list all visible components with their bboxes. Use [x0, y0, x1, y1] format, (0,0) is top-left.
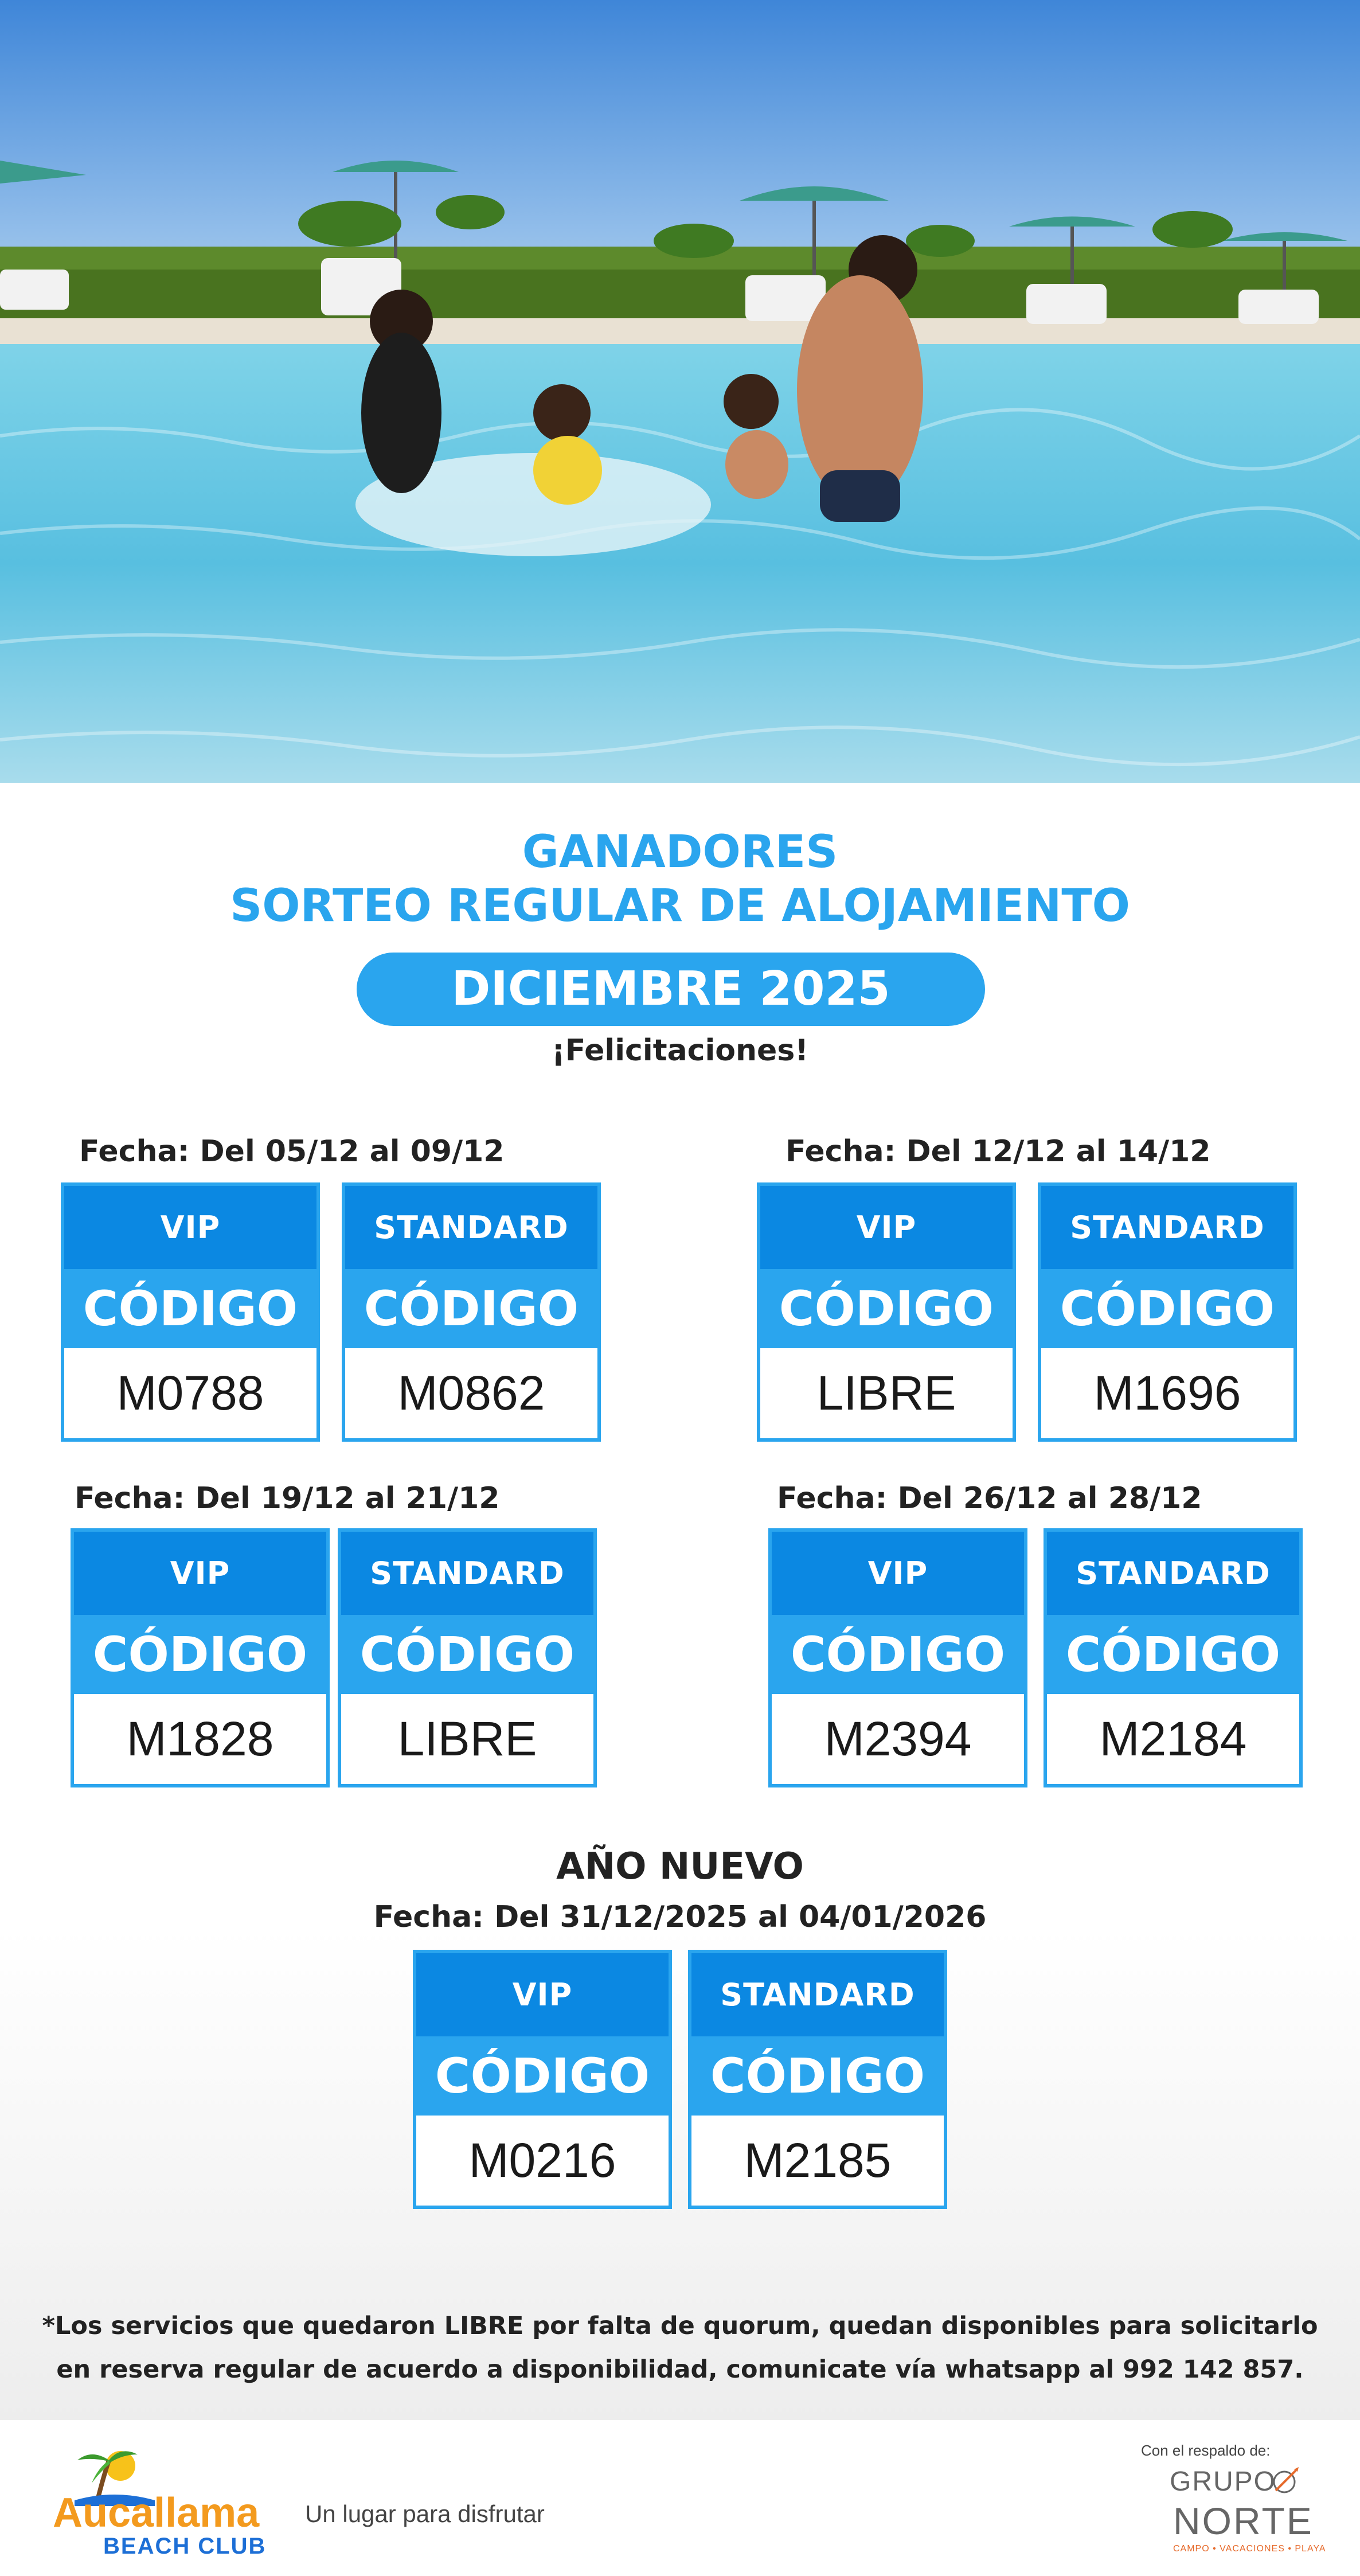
- logo-subtitle: BEACH CLUB: [103, 2534, 267, 2559]
- code-value: M1696: [1041, 1348, 1293, 1438]
- card-type-label: VIP: [64, 1186, 316, 1269]
- code-label: CÓDIGO: [760, 1269, 1013, 1348]
- code-label: CÓDIGO: [64, 1269, 316, 1348]
- card-type-label: VIP: [74, 1532, 326, 1615]
- card-type-label: STANDARD: [691, 1953, 944, 2036]
- code-label: CÓDIGO: [74, 1615, 326, 1694]
- code-value: M2184: [1047, 1694, 1299, 1784]
- title-line2: SORTEO REGULAR DE ALOJAMIENTO: [230, 880, 1130, 932]
- logo-wordmark: Aucallama: [53, 2490, 260, 2536]
- code-value: M0788: [64, 1348, 316, 1438]
- card-type-label: STANDARD: [1047, 1532, 1299, 1615]
- code-label: CÓDIGO: [1047, 1615, 1299, 1694]
- period-2-standard-card: [1038, 1182, 1297, 1442]
- code-value: M0862: [345, 1348, 597, 1438]
- code-value: LIBRE: [341, 1694, 593, 1784]
- code-label: CÓDIGO: [1041, 1269, 1293, 1348]
- card-type-label: VIP: [772, 1532, 1024, 1615]
- new-year-standard-card: [688, 1950, 947, 2209]
- card-type-label: STANDARD: [1041, 1186, 1293, 1269]
- partner-emblem-icon: [1264, 2465, 1304, 2499]
- footnote-line2: en reserva regular de acuerdo a disponibilidad, comunicate vía whatsapp al 992 142 857.: [56, 2355, 1304, 2384]
- card-type-label: STANDARD: [345, 1186, 597, 1269]
- code-value: M2185: [691, 2116, 944, 2206]
- period-4-vip-card: [768, 1528, 1027, 1787]
- hero-photo: [0, 0, 1360, 783]
- code-label: CÓDIGO: [691, 2036, 944, 2116]
- card-type-label: VIP: [760, 1186, 1013, 1269]
- period-1-standard-card: [342, 1182, 601, 1442]
- title-line1: GANADORES: [522, 826, 838, 878]
- partner-logo-line1: GRUPO: [1170, 2466, 1277, 2497]
- period-3-date: Fecha: Del 19/12 al 21/12: [75, 1481, 500, 1516]
- code-value: LIBRE: [760, 1348, 1013, 1438]
- period-3-vip-card: [71, 1528, 330, 1787]
- period-2-vip-card: [757, 1182, 1016, 1442]
- period-3-standard-card: [338, 1528, 597, 1787]
- backing-label: Con el respaldo de:: [1141, 2442, 1271, 2459]
- new-year-vip-card: [413, 1950, 672, 2209]
- month-badge: DICIEMBRE 2025: [357, 953, 985, 1026]
- new-year-title: AÑO NUEVO: [556, 1845, 804, 1888]
- code-value: M2394: [772, 1694, 1024, 1784]
- period-1-vip-card: [61, 1182, 320, 1442]
- card-type-label: VIP: [416, 1953, 669, 2036]
- partner-logo-line2: NORTE: [1173, 2500, 1314, 2542]
- period-4-date: Fecha: Del 26/12 al 28/12: [777, 1481, 1202, 1516]
- card-type-label: STANDARD: [341, 1532, 593, 1615]
- code-label: CÓDIGO: [345, 1269, 597, 1348]
- footnote-line1: *Los servicios que quedaron LIBRE por falta de quorum, quedan disponibles para solicitarlo: [42, 2312, 1318, 2340]
- period-2-date: Fecha: Del 12/12 al 14/12: [785, 1134, 1211, 1169]
- results-section: [0, 783, 1360, 2420]
- code-value: M0216: [416, 2116, 669, 2206]
- congrats-text: ¡Felicitaciones!: [552, 1033, 808, 1068]
- code-value: M1828: [74, 1694, 326, 1784]
- period-4-standard-card: [1044, 1528, 1303, 1787]
- code-label: CÓDIGO: [416, 2036, 669, 2116]
- period-1-date: Fecha: Del 05/12 al 09/12: [79, 1134, 505, 1169]
- code-label: CÓDIGO: [772, 1615, 1024, 1694]
- tagline: Un lugar para disfrutar: [305, 2500, 545, 2527]
- new-year-date: Fecha: Del 31/12/2025 al 04/01/2026: [373, 1900, 987, 1934]
- code-label: CÓDIGO: [341, 1615, 593, 1694]
- partner-logo-line3: CAMPO • VACACIONES • PLAYA: [1173, 2544, 1326, 2554]
- footer: [0, 2420, 1360, 2576]
